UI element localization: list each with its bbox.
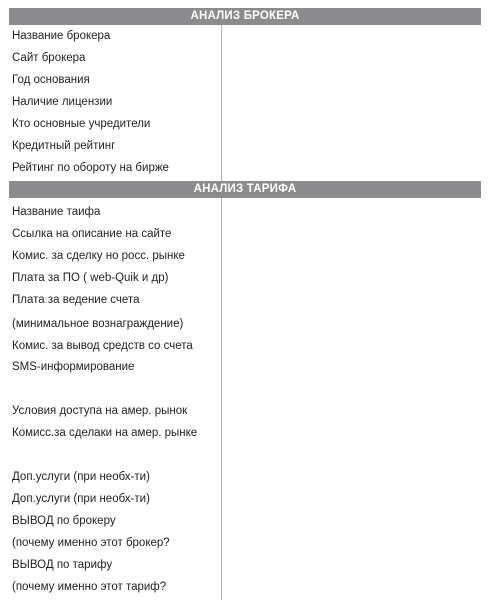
row-label: Рейтинг по обороту на бирже [12,162,169,174]
row-label: Условия доступа на амер. рынок [12,405,188,417]
row-label: Наличие лицензии [12,96,113,108]
row-label: Кредитный рейтинг [12,140,116,152]
row-label: Сайт брокера [12,52,86,64]
row-label: (минимальное вознаграждение) [12,318,184,330]
broker-section-header: АНАЛИЗ БРОКЕРА [9,8,481,25]
row-label: Название брокера [12,30,111,42]
row-label: Кто основные учредители [12,118,151,130]
row-label: Плата за ведение счета [12,294,140,306]
row-label-empty [12,378,217,400]
row-label: (почему именно этот тариф? [12,581,167,593]
row-label: ВЫВОД по тарифу [12,559,113,571]
row-label: ВЫВОД по брокеру [12,515,116,527]
row-label: Доп.услуги (при необх-ти) [12,493,150,505]
row-label: Комисс.за сделаки на амер. рынке [12,427,198,439]
tariff-column-divider [221,198,222,600]
tariff-section-header: АНАЛИЗ ТАРИФА [9,181,481,198]
row-label-empty [12,444,217,466]
row-label: Доп.услуги (при необх-ти) [12,471,150,483]
row-label: Ссылка на описание на сайте [12,228,172,240]
row-label: (почему именно этот брокер? [12,537,170,549]
row-label: SMS-информирование [12,361,135,373]
row-label: Плата за ПО ( web-Quik и др) [12,272,169,284]
row-label: Год основания [12,74,90,86]
row-label: Комис. за вывод средств со счета [12,340,193,352]
broker-column-divider [221,25,222,181]
row-label: Комис. за сделку но росс. рынке [12,250,185,262]
row-label: Название таифа [12,206,101,218]
